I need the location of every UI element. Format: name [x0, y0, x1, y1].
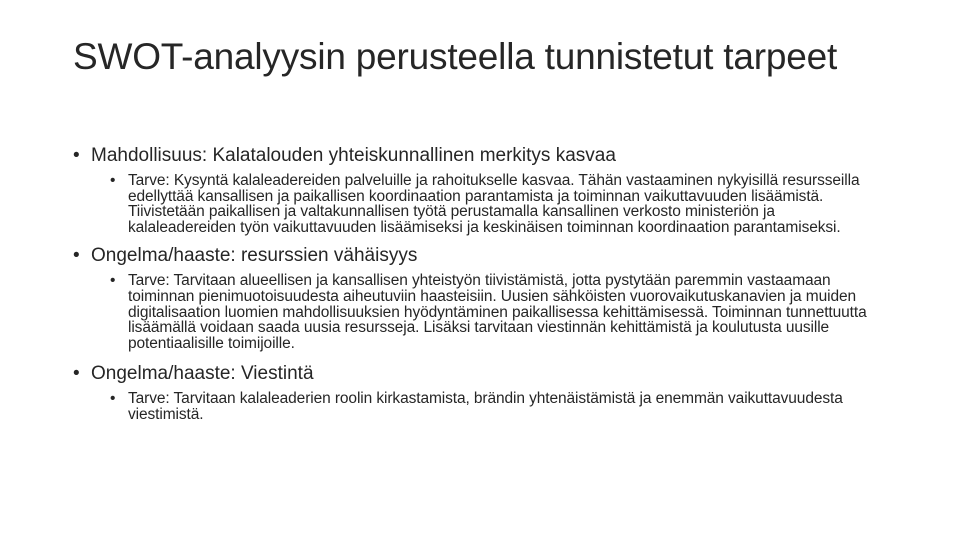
sub-bullet-text-2: Tarve: Tarvitaan alueellisen ja kansallisen yhteistyön tiivistämistä, jotta pystytään paremmin vastaamaan toiminnan pienimuotoisuudesta aiheutuviin haasteisiin. Uusien sähköisten vuorovaikutuskanavien ja muiden digitalisaation luomien mahdollisuuksien hyödyntäminen paikallisessa kehittämisessä. Toiminnan tunnettuutta lisäämällä voidaan saada uusia resursseja. Lisäksi tarvitaan viestinnän kehittämistä ja koulutusta uusille potentiaalisille toimijoille.: [128, 272, 867, 352]
bullet-heading-2: Ongelma/haaste: resurssien vähäisyys: [91, 245, 418, 267]
bullet-item-3: [73, 361, 893, 387]
bullet-glyph: •: [73, 245, 80, 267]
sub-bullet-text-3: Tarve: Tarvitaan kalaleaderien roolin kirkastamista, brändin yhtenäistämistä ja enemmän vaikuttavuudesta viestimistä.: [128, 390, 843, 423]
sub-bullet-item-1: [110, 173, 880, 235]
bullet-item-1: [73, 143, 893, 169]
bullet-heading-1: Mahdollisuus: Kalatalouden yhteiskunnallinen merkitys kasvaa: [91, 145, 616, 166]
slide-body: [73, 143, 893, 423]
sub-bullet-text-1: Tarve: Kysyntä kalaleadereiden palveluille ja rahoitukselle kasvaa. Tähän vastaaminen nykyisillä resursseilla edellyttää kansallisen ja paikallisen koordinaation parantamista ja toiminnan vaikuttavuuden lisäämistä. Tiivistetään paikallisen ja valtakunnallisen työtä perustamalla kansallinen verkosto ministeriön ja kalaleadereiden työn vaikuttavuuden lisäämiseksi ja keskinäisen toiminnan koordinaation parantamiseksi.: [128, 172, 860, 236]
slide-title: SWOT-analyysin perusteella tunnistetut tarpeet: [73, 36, 838, 77]
bullet-item-2: [73, 243, 893, 269]
sub-bullet-item-3: [110, 391, 880, 422]
sub-bullet-glyph: •: [110, 390, 116, 408]
sub-bullet-item-2: [110, 273, 880, 351]
sub-bullet-glyph: •: [110, 172, 116, 189]
sub-bullet-glyph: •: [110, 272, 116, 290]
bullet-glyph: •: [73, 363, 80, 385]
bullet-heading-3: Ongelma/haaste: Viestintä: [91, 363, 314, 385]
bullet-glyph: •: [73, 145, 80, 166]
